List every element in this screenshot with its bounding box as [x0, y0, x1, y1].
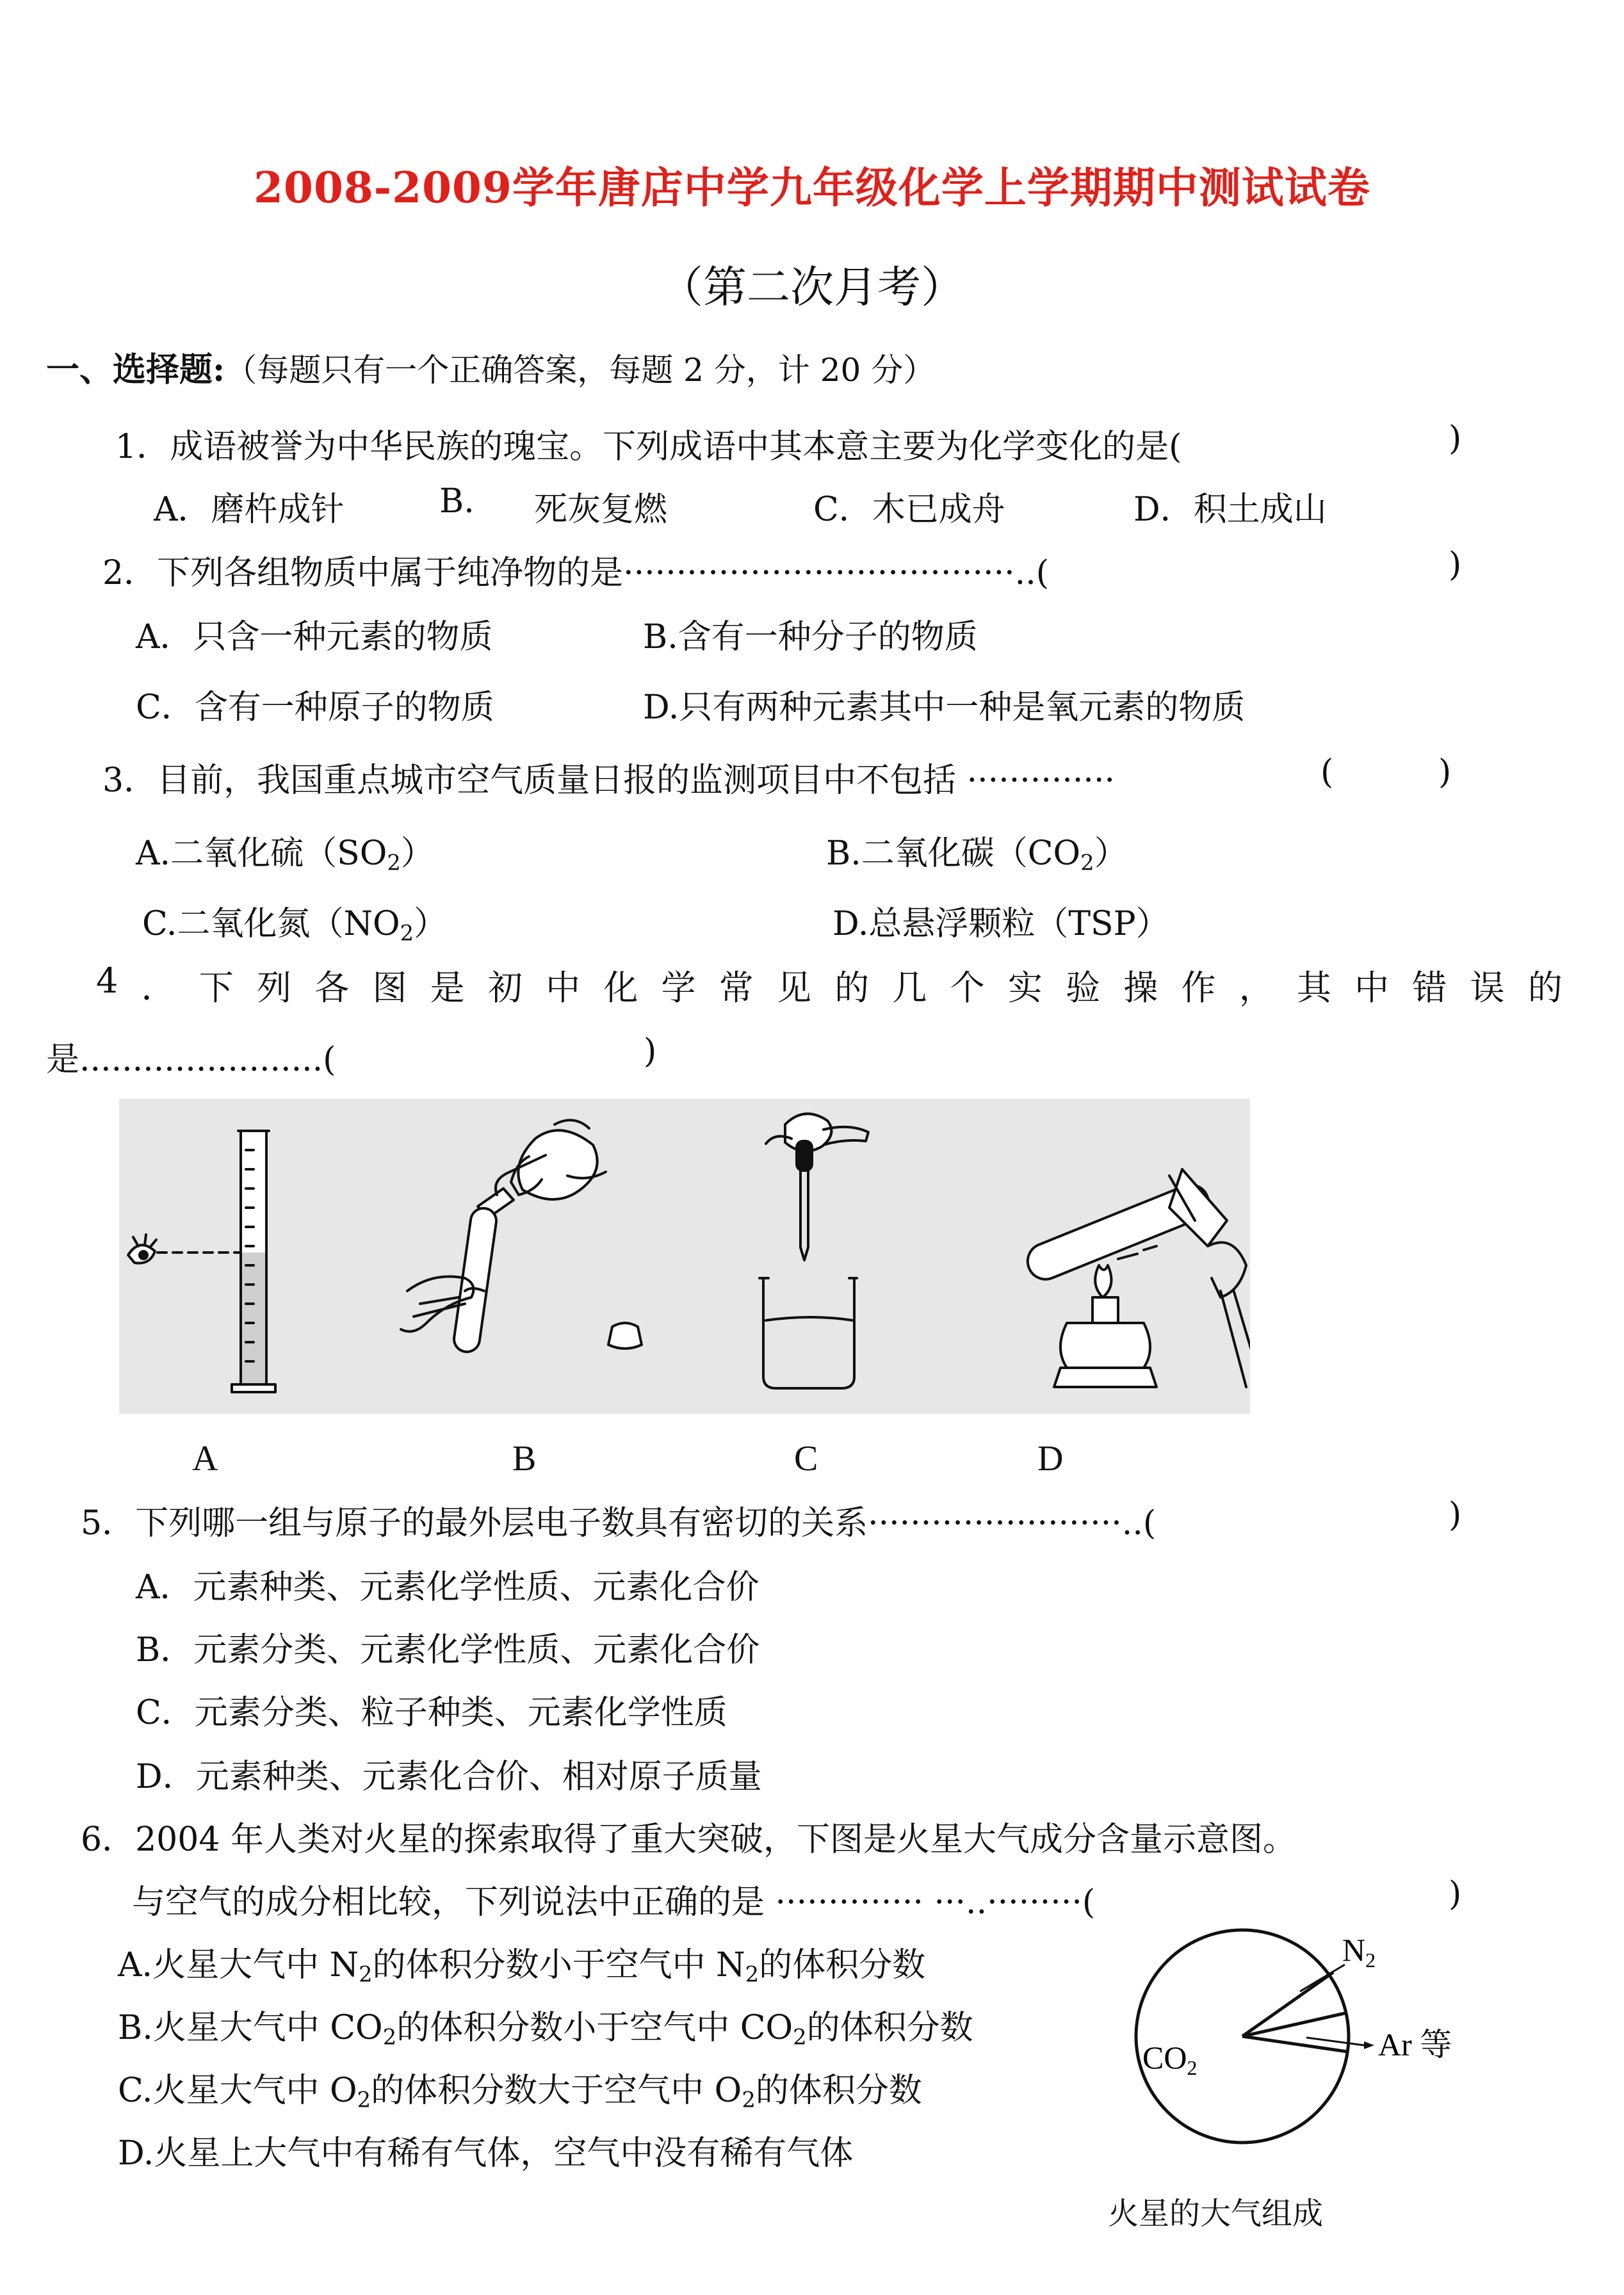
n2-label: $N_2$ — [1342, 1932, 1376, 1972]
q4-stem-char: 的 — [1527, 968, 1563, 1008]
q3-bracket-open: ( — [1320, 753, 1334, 791]
q1-option-d: D．积土成山 — [1133, 491, 1327, 529]
figure-label-c: C — [794, 1439, 818, 1479]
q2-option-d: D.只有两种元素其中一种是氧元素的物质 — [643, 688, 1246, 727]
section-title: 一、选择题: — [46, 350, 225, 389]
q4-stem-char: 的 — [834, 968, 870, 1008]
q1-bracket-close: ) — [1449, 419, 1462, 458]
q4-stem-char: 其 — [1296, 968, 1331, 1008]
q5-option-c: C．元素分类、粒子种类、元素化学性质 — [136, 1694, 727, 1732]
ar-label: Ar 等 — [1378, 2027, 1452, 2063]
q1-option-b-letter: B. — [439, 482, 475, 521]
q4-stem-char: 化 — [603, 968, 638, 1008]
q3-option-d: D.总悬浮颗粒（TSP） — [832, 905, 1169, 943]
q2-option-b: B.含有一种分子的物质 — [643, 618, 978, 656]
figure-label-a: A — [192, 1439, 218, 1479]
lab-operations-figure — [119, 1099, 1250, 1414]
q4-stem-char: 实 — [1007, 968, 1043, 1008]
q4-stem-char: 学 — [661, 968, 696, 1008]
figure-a-cylinder-reading — [128, 1131, 275, 1392]
q4-stem-char: 验 — [1066, 968, 1101, 1008]
q2-option-c: C．含有一种原子的物质 — [136, 688, 494, 727]
q4-stem-char: 图 — [372, 968, 407, 1008]
page-title: 2008-2009学年唐店中学九年级化学上学期期中测试试卷 — [254, 163, 1370, 213]
q4-stem-char: 作 — [1181, 968, 1216, 1008]
q4-stem-char: 操 — [1123, 968, 1158, 1008]
q6-bracket-close: ) — [1449, 1875, 1462, 1913]
q4-stem-char: 列 — [257, 968, 292, 1008]
q6-option-c: C.火星大气中 $O_2$的体积分数大于空气中 $O_2$的体积分数 — [118, 2072, 922, 2113]
q5-stem: 5．下列哪一组与原子的最外层电子数具有密切的关系························..( — [81, 1504, 1157, 1543]
q4-stem-char: 常 — [719, 968, 754, 1008]
q4-stem-char: 各 — [314, 968, 350, 1008]
q4-stem-char: 下 — [199, 968, 234, 1008]
q6-option-d: D.火星上大气中有稀有气体，空气中没有稀有气体 — [118, 2134, 854, 2173]
pie-caption: 火星的大气组成 — [1108, 2197, 1324, 2231]
q2-option-a: A．只含一种元素的物质 — [136, 618, 493, 656]
q1-option-c: C．木已成舟 — [813, 491, 1005, 529]
q1-stem: 1．成语被誉为中华民族的瑰宝。下列成语中其本意主要为化学变化的是( — [115, 428, 1182, 466]
section-heading — [46, 343, 935, 391]
q4-stem-char: 是 — [430, 968, 465, 1008]
co2-label: $CO_2$ — [1142, 2040, 1198, 2079]
q4-stem-char: ． — [141, 968, 176, 1008]
q4-stem-char: 见 — [776, 968, 811, 1008]
q2-stem: 2．下列各组物质中属于纯净物的是·····································..( — [102, 554, 1050, 592]
q6-option-b: B.火星大气中 $CO_2$的体积分数小于空气中 $CO_2$的体积分数 — [118, 2009, 973, 2050]
q4-stem-char: 错 — [1412, 968, 1447, 1008]
q4-stem-char: 中 — [546, 968, 581, 1008]
q2-bracket-close: ) — [1449, 546, 1462, 584]
q4-stem-char: 中 — [1354, 968, 1390, 1008]
q3-option-c: C.二氧化氮$(NO_2)$ — [142, 905, 448, 946]
q3-option-a: A.二氧化硫$(SO_2)$ — [136, 834, 434, 875]
q4-stem-char: 初 — [487, 968, 523, 1008]
q4-stem-char: 4 — [96, 961, 118, 1001]
q4-stem-char: ， — [1238, 968, 1274, 1008]
figure-label-b: B — [512, 1439, 537, 1479]
q4-stem-char: 几 — [892, 968, 927, 1008]
page-subtitle: （第二次月考） — [659, 263, 964, 313]
q3-stem: 3．目前，我国重点城市空气质量日报的监测项目中不包括 ·············· — [102, 761, 1116, 800]
q5-bracket-close: ) — [1449, 1496, 1462, 1534]
q4-stem-char: 误 — [1470, 968, 1505, 1008]
q6-option-a: A.火星大气中 $N_2$的体积分数小于空气中 $N_2$的体积分数 — [118, 1946, 926, 1987]
q6-stem-line2: 与空气的成分相比较，下列说法中正确的是 ·············· ···..·········( — [132, 1883, 1096, 1922]
q1-option-a: A．磨杵成针 — [154, 491, 345, 529]
figure-label-d: D — [1037, 1439, 1064, 1479]
q5-option-d: D．元素种类、元素化合价、相对原子质量 — [136, 1758, 762, 1796]
figure-c-dropper — [759, 1114, 868, 1388]
q4-stem — [96, 961, 1563, 1010]
q4-stem-char: 个 — [950, 968, 985, 1008]
mars-atmosphere-pie — [1089, 1908, 1486, 2177]
q5-option-b: B．元素分类、元素化学性质、元素化合价 — [136, 1631, 760, 1669]
q5-option-a: A．元素种类、元素化学性质、元素化合价 — [136, 1568, 759, 1607]
q3-bracket-close: ) — [1438, 753, 1452, 791]
q4-stem-line2: 是.......................( — [46, 1041, 336, 1079]
q4-bracket-close: ) — [644, 1032, 657, 1071]
q6-stem: 6．2004 年人类对火星的探索取得了重大突破，下图是火星大气成分含量示意图。 — [81, 1821, 1296, 1859]
ar-arrow-icon — [1364, 2041, 1374, 2049]
section-note: （每题只有一个正确答案，每题 2 分，计 20 分） — [225, 352, 936, 389]
q3-option-b: B.二氧化碳$(CO_2)$ — [826, 834, 1128, 875]
lab-operations-drawing — [119, 1099, 1250, 1414]
figure-d-heating — [1022, 1169, 1250, 1387]
q1-option-b-text: 死灰复燃 — [534, 491, 668, 529]
figure-b-pouring-liquid — [401, 1120, 642, 1353]
